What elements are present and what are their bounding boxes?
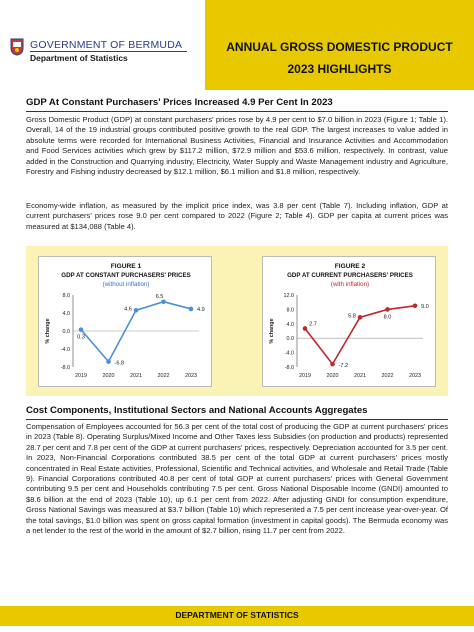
x-tick-label: 2021	[354, 373, 366, 379]
y-tick-label: -4.0	[284, 350, 294, 357]
data-point	[134, 308, 139, 313]
data-label: 6.5	[155, 293, 164, 300]
chart-note: (without inflation)	[102, 281, 150, 288]
chart-title: FIGURE 2	[334, 263, 366, 270]
x-tick-label: 2020	[326, 373, 339, 379]
data-point	[79, 327, 84, 332]
data-point	[385, 307, 390, 312]
footer-label: DEPARTMENT OF STATISTICS	[175, 610, 299, 620]
figure2-svg	[263, 257, 437, 388]
x-tick-label: 2019	[75, 373, 87, 379]
x-tick-label: 2023	[185, 373, 197, 379]
x-tick-label: 2023	[409, 373, 421, 379]
data-point	[106, 359, 111, 364]
section1-rule	[26, 111, 448, 112]
y-tick-label: -8.0	[284, 365, 294, 371]
chart-subtitle: GDP AT CONSTANT PURCHASERS' PRICES	[61, 272, 191, 279]
data-label: 4.9	[197, 306, 205, 313]
department-name: Department of Statistics	[30, 53, 128, 63]
section1-heading: GDP At Constant Purchasers' Prices Increased 4.9 Per Cent In 2023	[26, 97, 333, 108]
y-tick-label: 8.0	[62, 293, 70, 299]
y-tick-label: 12.0	[283, 293, 294, 299]
y-tick-label: 0.0	[62, 329, 70, 335]
data-point	[413, 304, 418, 309]
header-title-panel	[205, 0, 474, 90]
x-tick-label: 2022	[381, 373, 394, 379]
data-label: 4.6	[124, 306, 132, 313]
section2-rule	[26, 419, 448, 420]
government-name: GOVERNMENT OF BERMUDA	[30, 39, 183, 51]
data-label: 2.7	[309, 321, 317, 328]
footer-bar	[0, 606, 474, 626]
section2-heading: Cost Components, Institutional Sectors and National Accounts Aggregates	[26, 405, 368, 416]
y-tick-label: 0.0	[286, 336, 294, 343]
data-point	[358, 315, 363, 320]
figure1-svg	[39, 257, 213, 388]
section2-paragraph: Compensation of Employees accounted for 56.3 per cent of the total cost of producing the GDP at current purchasers' prices in 2023 (Table 8). Operating Surplus/Mixed Income and Other Taxes less Subsidies (on production and products) represented 28.7 per cent and 7.8 per cent of the GDP at current purchasers' prices, respectively. Depreciation accounted for 3.5 per cent. In 2023, Non-Financial Corporations contributed 38.5 per cent of the total GDP at current purchasers' prices mostly concentrated in Real Estate activities, Professional, Scientific and Technical activities, and Wholesale and Retail Trade (Table 9). Financial Corporations contributed 40.8 per cent of total GDP at current purchasers' prices with General Government contributing 9.5 per cent and Households contributing 7.5 per cent. Gross National Disposable Income (GNDI) amounted to $8.6 billion at the end of 2023 (Table 10), up 6.1 per cent from 2022. After adjusting GNDI for consumption expenditure, Gross National Savings was measured at $3.7 billion (Table 10) which represented a 7.5 per cent increase year-over-year. Of the total savings, $1.0 billion was spent on gross capital formation (investment in capital goods). The Bermuda economy was a net lender to the rest of the world in the amount of $2.7 billion, rising 11.7 per cent from 2022.	[26, 422, 448, 536]
chart-title: FIGURE 1	[110, 263, 142, 270]
chart-subtitle: GDP AT CURRENT PURCHASERS' PRICES	[287, 272, 413, 279]
data-label: 9.0	[421, 303, 429, 310]
data-point	[330, 362, 335, 367]
data-label: 5.8	[348, 313, 356, 320]
section1-paragraph-2: Economy-wide inflation, as measured by the implicit price index, was 3.8 per cent (Table 7). Including inflation, GDP at current purchasers' prices rose 9.0 per cent compared to 2022 (Figure 2; Table 4). GDP per capita at current prices was measured at $134,088 (Table 4).	[26, 201, 448, 231]
y-tick-label: -8.0	[60, 365, 70, 371]
data-label: 8.0	[383, 314, 392, 321]
data-point	[189, 307, 194, 312]
y-tick-label: 8.0	[286, 307, 294, 314]
x-tick-label: 2021	[130, 373, 142, 379]
x-tick-label: 2019	[299, 373, 311, 379]
header-divider	[30, 51, 187, 52]
data-point	[161, 299, 166, 304]
x-tick-label: 2020	[102, 373, 115, 379]
y-tick-label: 4.0	[62, 311, 70, 317]
header-branding	[0, 0, 205, 90]
figure2-chart	[262, 256, 436, 387]
report-subtitle: 2023 HIGHLIGHTS	[287, 62, 392, 76]
data-label: 0.3	[77, 334, 85, 341]
page-header	[0, 0, 474, 90]
report-title: ANNUAL GROSS DOMESTIC PRODUCT	[226, 40, 453, 54]
y-axis-label: % change	[45, 318, 51, 344]
series-line	[305, 306, 415, 364]
y-axis-label: % change	[269, 318, 275, 344]
y-tick-label: -4.0	[60, 347, 70, 353]
y-tick-label: 4.0	[286, 321, 294, 328]
chart-note: (with inflation)	[330, 281, 370, 288]
x-tick-label: 2022	[157, 373, 170, 379]
data-label: -6.8	[114, 360, 125, 367]
data-label: -7.2	[338, 363, 349, 370]
figure1-chart	[38, 256, 212, 387]
data-point	[303, 326, 308, 331]
bermuda-crest-icon	[10, 38, 24, 56]
section1-paragraph-1: Gross Domestic Product (GDP) at constant purchasers' prices rose by 4.9 per cent to $7.0 billion in 2023 (Figure 1; Table 1). Overall, 14 of the 19 industrial groups contributed positive growth to the real GDP. The largest increases to value added in absolute terms were recorded for International Business Activities, Financial and Insurance Activities and Accommodation and Food Services activities which grew by $117.2 million, $72.9 million and $53.6 million, respectively. In contrast, value added in the Construction and Quarrying industry, Electricity, Water Supply and Waste Management industry and Agriculture, Forestry and Fishing industry decreased by $12.1 million, $6.1 million and $1.8 million, respectively.	[26, 115, 448, 177]
